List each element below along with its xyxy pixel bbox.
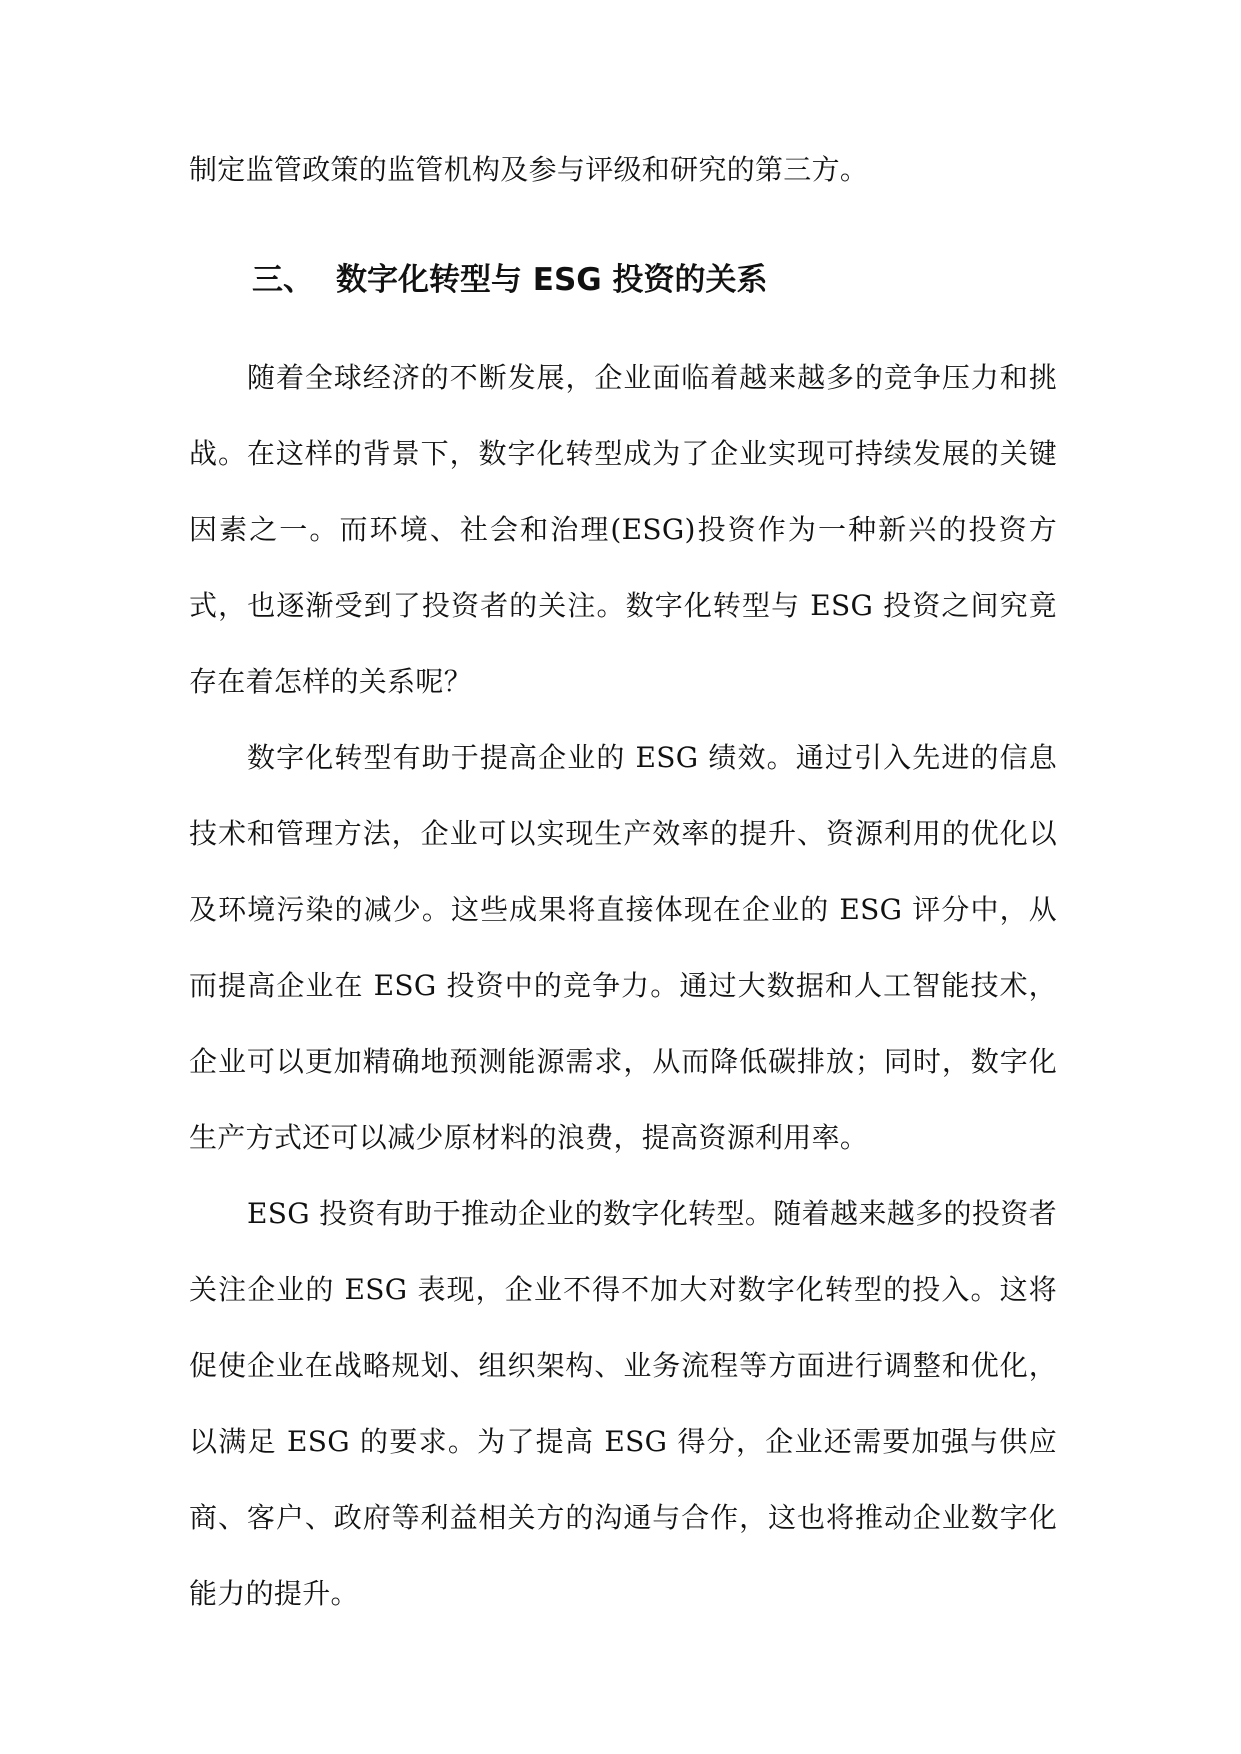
section-title: 数字化转型与 ESG 投资的关系 (336, 262, 768, 298)
section-heading (252, 252, 768, 308)
section-number: 三、 (252, 262, 314, 298)
continuation-paragraph: 制定监管政策的监管机构及参与评级和研究的第三方。 (189, 153, 869, 186)
body-paragraph-2: 数字化转型有助于提高企业的 ESG 绩效。通过引入先进的信息技术和管理方法，企业可以实现生产效率的提升、资源利用的优化以及环境污染的减少。这些成果将直接体现在企业的 ESG 评分中，从而提高企业在 ESG 投资中的竞争力。通过大数据和人工智能技术，企业可以更加精确地预测能源需求，从而降低碳排放；同时，数字化生产方式还可以减少原材料的浪费，提高资源利用率。 (189, 741, 1057, 1154)
body-paragraph-3: ESG 投资有助于推动企业的数字化转型。随着越来越多的投资者关注企业的 ESG 表现，企业不得不加大对数字化转型的投入。这将促使企业在战略规划、组织架构、业务流程等方面进行调整和优化，以满足 ESG 的要求。为了提高 ESG 得分，企业还需要加强与供应商、客户、政府等利益相关方的沟通与合作，这也将推动企业数字化能力的提升。 (189, 1197, 1057, 1610)
body-paragraph-1: 随着全球经济的不断发展，企业面临着越来越多的竞争压力和挑战。在这样的背景下，数字化转型成为了企业实现可持续发展的关键因素之一。而环境、社会和治理(ESG)投资作为一种新兴的投资方式，也逐渐受到了投资者的关注。数字化转型与 ESG 投资之间究竟存在着怎样的关系呢？ (189, 361, 1057, 698)
